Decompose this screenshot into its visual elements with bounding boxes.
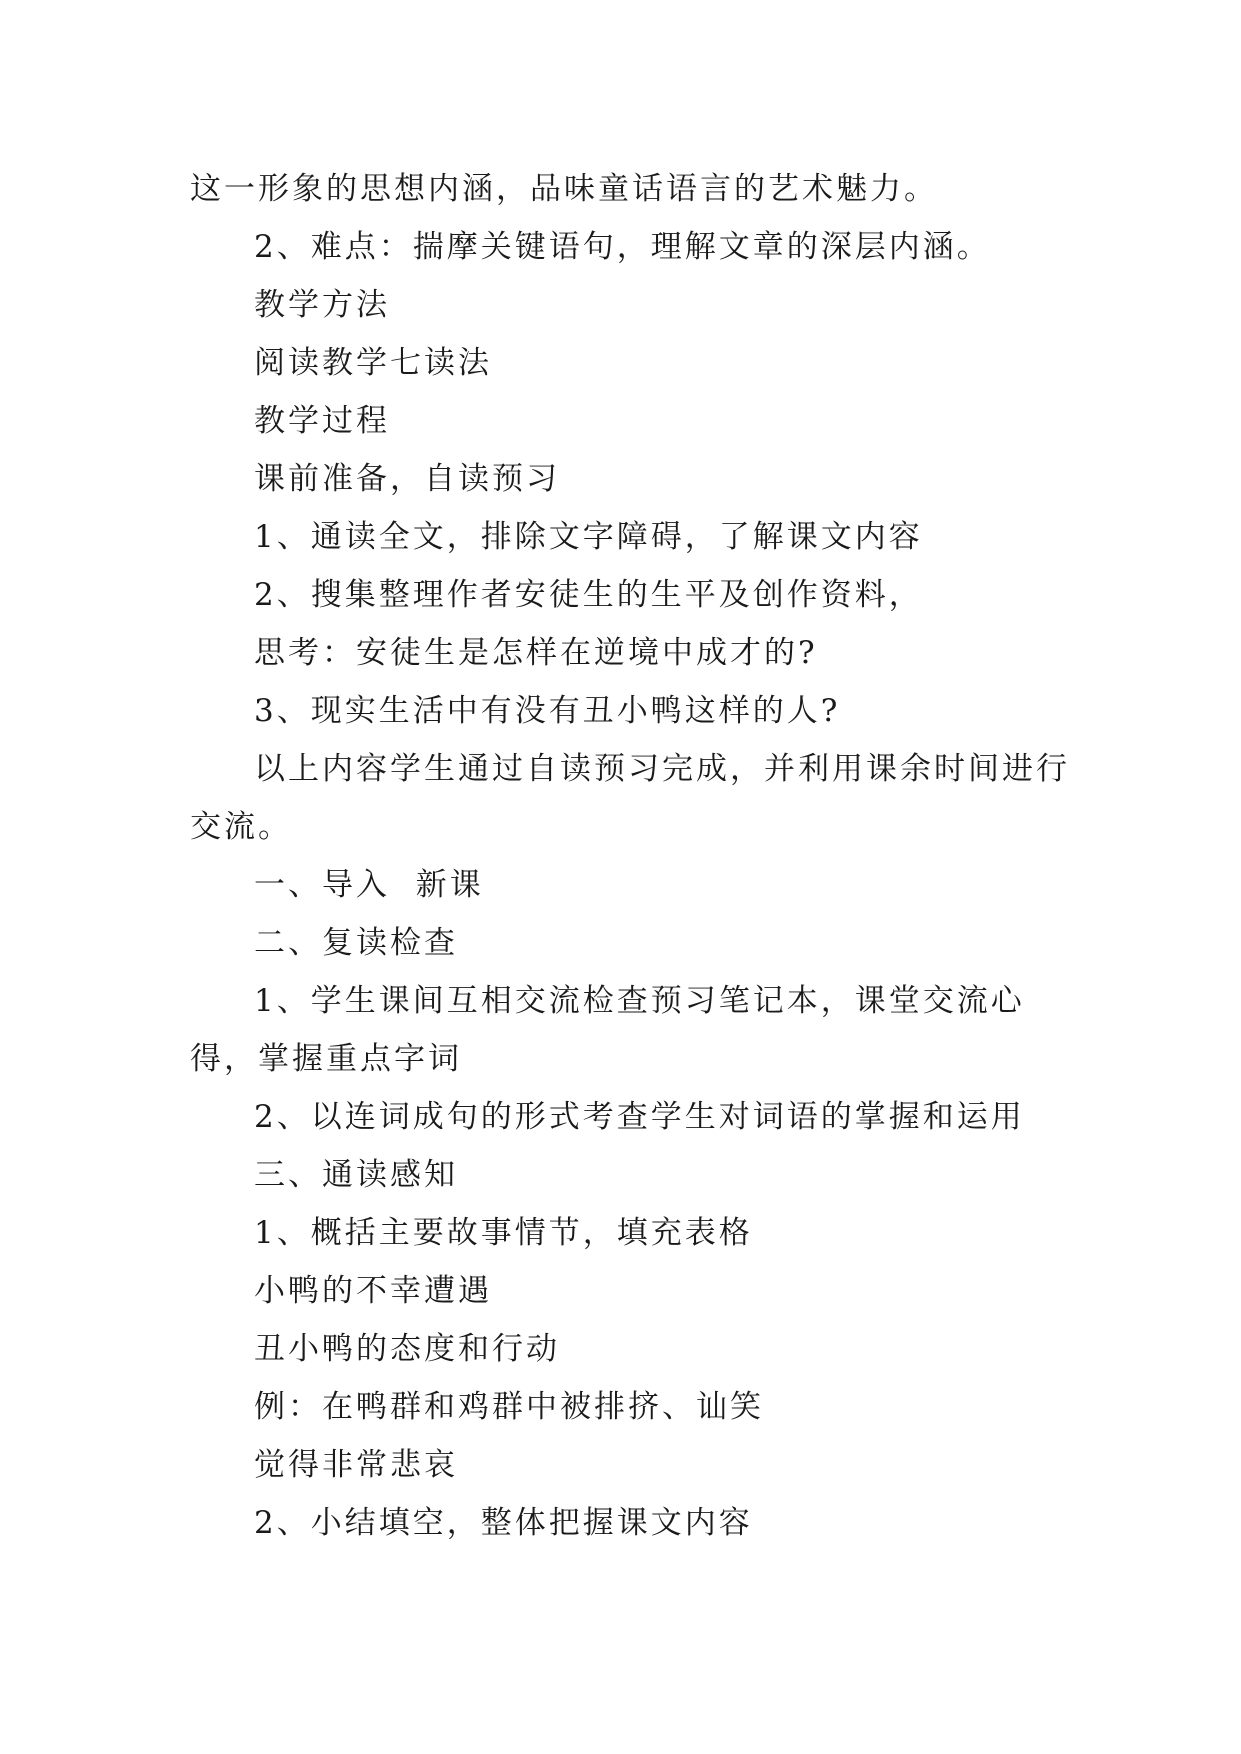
paragraph: 2、以连词成句的形式考查学生对词语的掌握和运用 (254, 1099, 1025, 1135)
paragraph: 1、通读全文，排除文字障碍，了解课文内容 (254, 519, 923, 555)
paragraph: 阅读教学七读法 (254, 345, 492, 381)
paragraph: 2、搜集整理作者安徒生的生平及创作资料， (254, 577, 923, 613)
paragraph: 1、概括主要故事情节，填充表格 (254, 1215, 753, 1251)
section-heading: 二、复读检查 (254, 925, 458, 961)
paragraph: 以上内容学生通过自读预习完成，并利用课余时间进行交流。 (190, 751, 1070, 845)
section-heading: 三、通读感知 (254, 1157, 458, 1193)
paragraph: 这一形象的思想内涵，品味童话语言的艺术魅力。 (190, 171, 938, 207)
paragraph: 2、难点：揣摩关键语句，理解文章的深层内涵。 (254, 229, 991, 265)
paragraph: 丑小鸭的态度和行动 (254, 1331, 560, 1367)
document-body (190, 160, 1070, 1552)
paragraph: 3、现实生活中有没有丑小鸭这样的人? (254, 693, 841, 729)
section-heading: 教学方法 (254, 287, 390, 323)
section-heading: 一、导入 新课 (254, 867, 484, 903)
paragraph: 觉得非常悲哀 (254, 1447, 458, 1483)
paragraph: 思考：安徒生是怎样在逆境中成才的? (254, 635, 818, 671)
paragraph: 1、学生课间互相交流检查预习笔记本，课堂交流心得，掌握重点字词 (190, 983, 1025, 1077)
paragraph: 课前准备，自读预习 (254, 461, 560, 497)
paragraph: 2、小结填空，整体把握课文内容 (254, 1505, 753, 1541)
paragraph: 例：在鸭群和鸡群中被排挤、讪笑 (254, 1389, 764, 1425)
paragraph: 小鸭的不幸遭遇 (254, 1273, 492, 1309)
section-heading: 教学过程 (254, 403, 390, 439)
